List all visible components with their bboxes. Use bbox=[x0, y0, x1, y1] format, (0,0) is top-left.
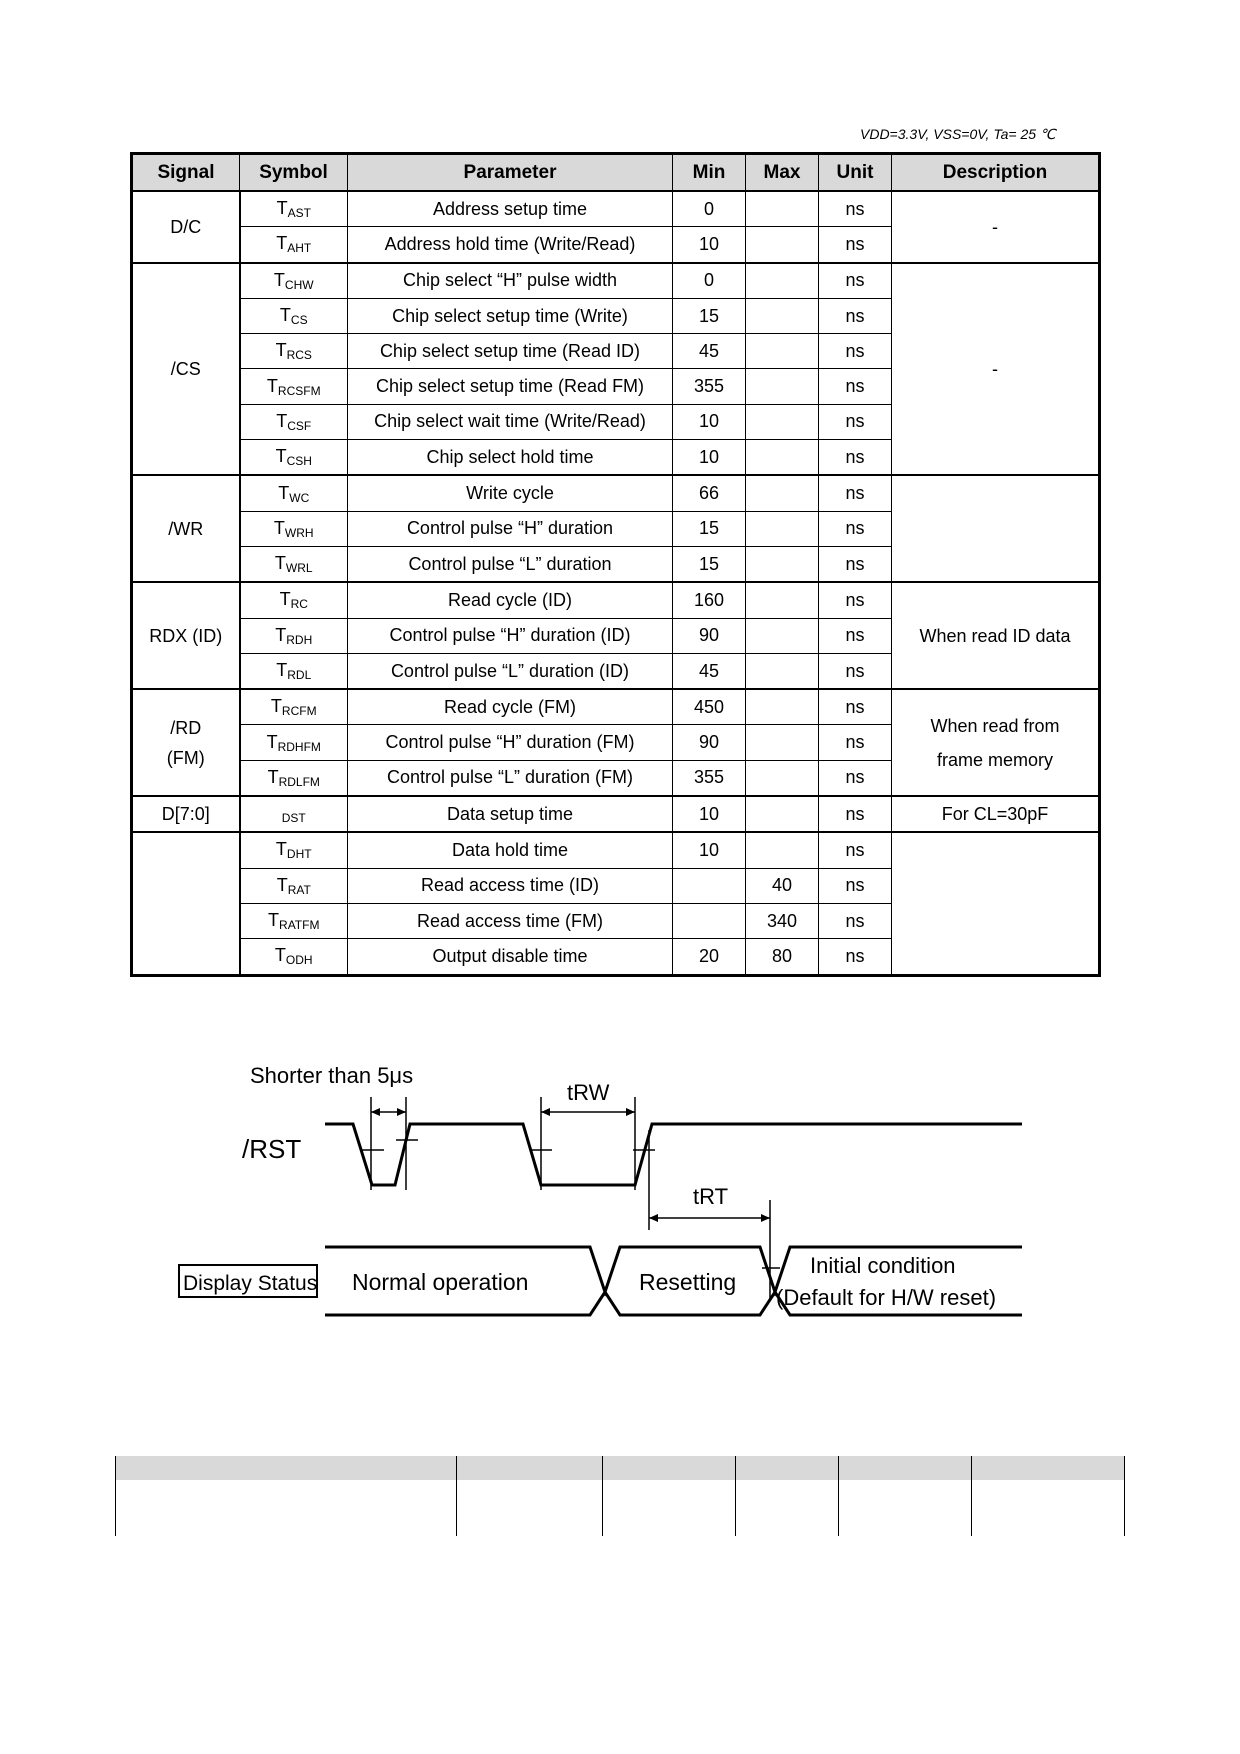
min-cell: 45 bbox=[673, 334, 746, 369]
parameter-cell: Address hold time (Write/Read) bbox=[348, 227, 673, 263]
min-cell bbox=[673, 903, 746, 938]
max-cell: 340 bbox=[746, 903, 819, 938]
parameter-cell: Chip select setup time (Read ID) bbox=[348, 334, 673, 369]
symbol-main: T bbox=[276, 233, 288, 254]
parameter-cell: Chip select setup time (Read FM) bbox=[348, 369, 673, 404]
min-cell: 10 bbox=[673, 832, 746, 868]
symbol-cell bbox=[240, 689, 348, 725]
symbol-cell bbox=[240, 725, 348, 760]
min-cell: 355 bbox=[673, 760, 746, 796]
max-cell bbox=[746, 298, 819, 333]
blank-table-header bbox=[116, 1456, 1125, 1480]
min-cell: 90 bbox=[673, 725, 746, 760]
symbol-main: T bbox=[276, 874, 288, 895]
blank-cell bbox=[603, 1480, 736, 1536]
test-conditions: VDD=3.3V, VSS=0V, Ta= 25 ℃ bbox=[860, 126, 1056, 142]
signal-cell: RDX (ID) bbox=[132, 582, 240, 689]
blank-table-row bbox=[116, 1480, 1125, 1536]
table-row bbox=[132, 832, 1100, 868]
unit-cell: ns bbox=[819, 191, 892, 227]
min-cell: 355 bbox=[673, 369, 746, 404]
unit-cell: ns bbox=[819, 653, 892, 689]
parameter-cell: Address setup time bbox=[348, 191, 673, 227]
symbol-main: T bbox=[266, 731, 278, 752]
min-cell: 10 bbox=[673, 796, 746, 832]
symbol-main: T bbox=[274, 553, 286, 574]
header-min: Min bbox=[673, 154, 746, 192]
header-symbol: Symbol bbox=[240, 154, 348, 192]
symbol-cell bbox=[240, 939, 348, 975]
parameter-cell: Chip select wait time (Write/Read) bbox=[348, 404, 673, 439]
symbol-subscript: CS bbox=[290, 313, 308, 328]
unit-cell: ns bbox=[819, 582, 892, 618]
symbol-subscript: RDL bbox=[287, 668, 312, 682]
max-cell bbox=[746, 440, 819, 476]
unit-cell: ns bbox=[819, 404, 892, 439]
max-cell: 80 bbox=[746, 939, 819, 975]
max-cell bbox=[746, 689, 819, 725]
parameter-cell: Output disable time bbox=[348, 939, 673, 975]
description-cell: When read from frame memory bbox=[892, 689, 1100, 796]
symbol-cell bbox=[240, 582, 348, 618]
symbol-subscript: RC bbox=[290, 597, 308, 612]
unit-cell: ns bbox=[819, 440, 892, 476]
rst-label: /RST bbox=[242, 1134, 302, 1164]
symbol-main: T bbox=[276, 660, 288, 680]
symbol-cell bbox=[240, 760, 348, 796]
symbol-main: T bbox=[275, 340, 287, 361]
min-cell: 0 bbox=[673, 191, 746, 227]
blank-cell bbox=[457, 1456, 603, 1480]
symbol-subscript: WRL bbox=[285, 561, 313, 576]
table-row bbox=[132, 475, 1100, 511]
min-cell: 15 bbox=[673, 511, 746, 546]
signal-cell: /RD (FM) bbox=[132, 689, 240, 796]
symbol-subscript: WC bbox=[289, 490, 310, 505]
min-cell: 45 bbox=[673, 653, 746, 689]
max-cell bbox=[746, 227, 819, 263]
symbol-subscript: RDLFM bbox=[278, 774, 320, 789]
timing-table bbox=[130, 152, 1101, 977]
min-cell bbox=[673, 868, 746, 903]
symbol-cell bbox=[240, 227, 348, 263]
symbol-subscript: RAT bbox=[287, 882, 311, 897]
symbol-subscript: DST bbox=[281, 811, 306, 826]
parameter-cell: Read cycle (FM) bbox=[348, 689, 673, 725]
timing-table-body bbox=[132, 191, 1100, 975]
rst-waveform bbox=[325, 1124, 1022, 1185]
arrowhead bbox=[371, 1108, 380, 1116]
symbol-cell bbox=[240, 903, 348, 938]
symbol-subscript: RCSFM bbox=[277, 383, 321, 398]
symbol-main: T bbox=[279, 589, 291, 610]
symbol-subscript: CSF bbox=[287, 418, 312, 433]
unit-cell: ns bbox=[819, 939, 892, 975]
parameter-cell: Control pulse “H” duration (FM) bbox=[348, 725, 673, 760]
max-cell bbox=[746, 334, 819, 369]
symbol-cell bbox=[240, 653, 348, 689]
table-row bbox=[132, 582, 1100, 618]
unit-cell: ns bbox=[819, 263, 892, 299]
parameter-cell: Control pulse “L” duration (ID) bbox=[348, 653, 673, 689]
parameter-cell: Control pulse “H” duration bbox=[348, 511, 673, 546]
max-cell bbox=[746, 191, 819, 227]
symbol-main: T bbox=[275, 839, 287, 860]
min-cell: 10 bbox=[673, 440, 746, 476]
unit-cell: ns bbox=[819, 760, 892, 796]
blank-cell bbox=[736, 1480, 839, 1536]
symbol-main: T bbox=[266, 375, 278, 396]
parameter-cell: Read access time (ID) bbox=[348, 868, 673, 903]
blank-table bbox=[115, 1456, 1125, 1536]
unit-cell: ns bbox=[819, 227, 892, 263]
description-cell bbox=[892, 832, 1100, 975]
min-cell: 66 bbox=[673, 475, 746, 511]
trt-label: tRT bbox=[693, 1184, 729, 1209]
min-cell: 15 bbox=[673, 546, 746, 582]
parameter-cell: Chip select “H” pulse width bbox=[348, 263, 673, 299]
blank-cell bbox=[116, 1480, 457, 1536]
header-unit: Unit bbox=[819, 154, 892, 192]
symbol-cell bbox=[240, 191, 348, 227]
unit-cell: ns bbox=[819, 689, 892, 725]
table-row bbox=[132, 689, 1100, 725]
symbol-subscript: CSH bbox=[286, 454, 312, 469]
symbol-cell bbox=[240, 298, 348, 333]
max-cell bbox=[746, 582, 819, 618]
symbol-main: T bbox=[275, 446, 287, 467]
table-row bbox=[132, 191, 1100, 227]
symbol-main: T bbox=[276, 198, 288, 219]
default-reset-label: (Default for H/W reset) bbox=[776, 1285, 997, 1310]
max-cell bbox=[746, 653, 819, 689]
symbol-subscript: RATFM bbox=[279, 918, 320, 933]
max-cell bbox=[746, 796, 819, 832]
symbol-subscript: RCFM bbox=[281, 704, 317, 719]
max-cell bbox=[746, 475, 819, 511]
unit-cell: ns bbox=[819, 298, 892, 333]
header-signal: Signal bbox=[132, 154, 240, 192]
signal-cell: /CS bbox=[132, 263, 240, 476]
header-parameter: Parameter bbox=[348, 154, 673, 192]
min-cell: 160 bbox=[673, 582, 746, 618]
max-cell bbox=[746, 546, 819, 582]
symbol-main: T bbox=[270, 696, 282, 717]
min-cell: 20 bbox=[673, 939, 746, 975]
resetting-label: Resetting bbox=[639, 1269, 737, 1295]
symbol-subscript: ODH bbox=[285, 953, 313, 968]
unit-cell: ns bbox=[819, 725, 892, 760]
blank-cell bbox=[736, 1456, 839, 1480]
normal-operation-label: Normal operation bbox=[352, 1269, 529, 1295]
max-cell: 40 bbox=[746, 868, 819, 903]
description-cell: When read ID data bbox=[892, 582, 1100, 689]
arrowhead bbox=[626, 1108, 635, 1116]
symbol-cell bbox=[240, 546, 348, 582]
blank-cell bbox=[457, 1480, 603, 1536]
parameter-cell: Control pulse “L” duration (FM) bbox=[348, 760, 673, 796]
description-cell bbox=[892, 475, 1100, 582]
max-cell bbox=[746, 760, 819, 796]
unit-cell: ns bbox=[819, 832, 892, 868]
symbol-cell bbox=[240, 832, 348, 868]
blank-cell bbox=[603, 1456, 736, 1480]
parameter-cell: Chip select setup time (Write) bbox=[348, 298, 673, 333]
header-description: Description bbox=[892, 154, 1100, 192]
max-cell bbox=[746, 725, 819, 760]
arrowhead bbox=[761, 1214, 770, 1222]
symbol-cell bbox=[240, 511, 348, 546]
signal-cell: D[7:0] bbox=[132, 796, 240, 832]
description-cell: For CL=30pF bbox=[892, 796, 1100, 832]
symbol-main: T bbox=[278, 482, 290, 503]
parameter-cell: Data hold time bbox=[348, 832, 673, 868]
parameter-cell: Write cycle bbox=[348, 475, 673, 511]
parameter-cell: Data setup time bbox=[348, 796, 673, 832]
max-cell bbox=[746, 404, 819, 439]
signal-cell bbox=[132, 832, 240, 975]
symbol-cell bbox=[240, 263, 348, 299]
unit-cell: ns bbox=[819, 868, 892, 903]
max-cell bbox=[746, 511, 819, 546]
signal-cell: /WR bbox=[132, 475, 240, 582]
unit-cell: ns bbox=[819, 618, 892, 653]
symbol-main: T bbox=[268, 910, 280, 931]
symbol-main: T bbox=[276, 410, 288, 431]
parameter-cell: Control pulse “L” duration bbox=[348, 546, 673, 582]
min-cell: 10 bbox=[673, 404, 746, 439]
arrowhead bbox=[397, 1108, 406, 1116]
symbol-main: T bbox=[273, 269, 285, 290]
symbol-cell bbox=[240, 440, 348, 476]
table-row bbox=[132, 263, 1100, 299]
unit-cell: ns bbox=[819, 796, 892, 832]
max-cell bbox=[746, 832, 819, 868]
blank-cell bbox=[972, 1480, 1125, 1536]
blank-cell bbox=[839, 1456, 972, 1480]
description-cell: - bbox=[892, 191, 1100, 263]
blank-cell bbox=[116, 1456, 457, 1480]
min-cell: 10 bbox=[673, 227, 746, 263]
symbol-subscript: RDHFM bbox=[277, 739, 321, 754]
parameter-cell: Control pulse “H” duration (ID) bbox=[348, 618, 673, 653]
unit-cell: ns bbox=[819, 475, 892, 511]
min-cell: 90 bbox=[673, 618, 746, 653]
max-cell bbox=[746, 263, 819, 299]
display-status-label: Display Status bbox=[183, 1272, 318, 1295]
symbol-subscript: AST bbox=[287, 206, 311, 221]
unit-cell: ns bbox=[819, 334, 892, 369]
symbol-subscript: RCS bbox=[286, 348, 312, 363]
symbol-cell bbox=[240, 369, 348, 404]
blank-cell bbox=[972, 1456, 1125, 1480]
description-cell: - bbox=[892, 263, 1100, 476]
min-cell: 0 bbox=[673, 263, 746, 299]
symbol-subscript: WRH bbox=[284, 525, 314, 540]
symbol-subscript: CHW bbox=[284, 277, 314, 292]
unit-cell: ns bbox=[819, 511, 892, 546]
unit-cell: ns bbox=[819, 369, 892, 404]
table-row bbox=[132, 796, 1100, 832]
symbol-cell bbox=[240, 868, 348, 903]
max-cell bbox=[746, 369, 819, 404]
blank-cell bbox=[839, 1480, 972, 1536]
symbol-main: T bbox=[279, 305, 291, 326]
max-cell bbox=[746, 618, 819, 653]
symbol-cell bbox=[240, 475, 348, 511]
symbol-main: T bbox=[275, 624, 287, 645]
initial-condition-label: Initial condition bbox=[810, 1253, 956, 1278]
min-cell: 15 bbox=[673, 298, 746, 333]
parameter-cell: Read access time (FM) bbox=[348, 903, 673, 938]
symbol-main: T bbox=[267, 766, 279, 787]
symbol-main: T bbox=[273, 517, 285, 538]
symbol-cell bbox=[240, 334, 348, 369]
symbol-main: T bbox=[274, 945, 286, 966]
trw-label: tRW bbox=[567, 1080, 610, 1105]
symbol-cell bbox=[240, 404, 348, 439]
unit-cell: ns bbox=[819, 546, 892, 582]
min-cell: 450 bbox=[673, 689, 746, 725]
reset-timing-diagram bbox=[170, 1060, 1040, 1340]
arrowhead bbox=[541, 1108, 550, 1116]
symbol-subscript: DHT bbox=[286, 847, 312, 862]
signal-cell: D/C bbox=[132, 191, 240, 263]
parameter-cell: Chip select hold time bbox=[348, 440, 673, 476]
unit-cell: ns bbox=[819, 903, 892, 938]
header-max: Max bbox=[746, 154, 819, 192]
symbol-subscript: RDH bbox=[286, 632, 313, 647]
symbol-cell bbox=[240, 618, 348, 653]
symbol-subscript: AHT bbox=[287, 241, 312, 256]
table-header-row bbox=[132, 154, 1100, 192]
arrowhead bbox=[649, 1214, 658, 1222]
symbol-cell bbox=[240, 796, 348, 832]
shorter-than-label: Shorter than 5μs bbox=[250, 1063, 414, 1088]
parameter-cell: Read cycle (ID) bbox=[348, 582, 673, 618]
